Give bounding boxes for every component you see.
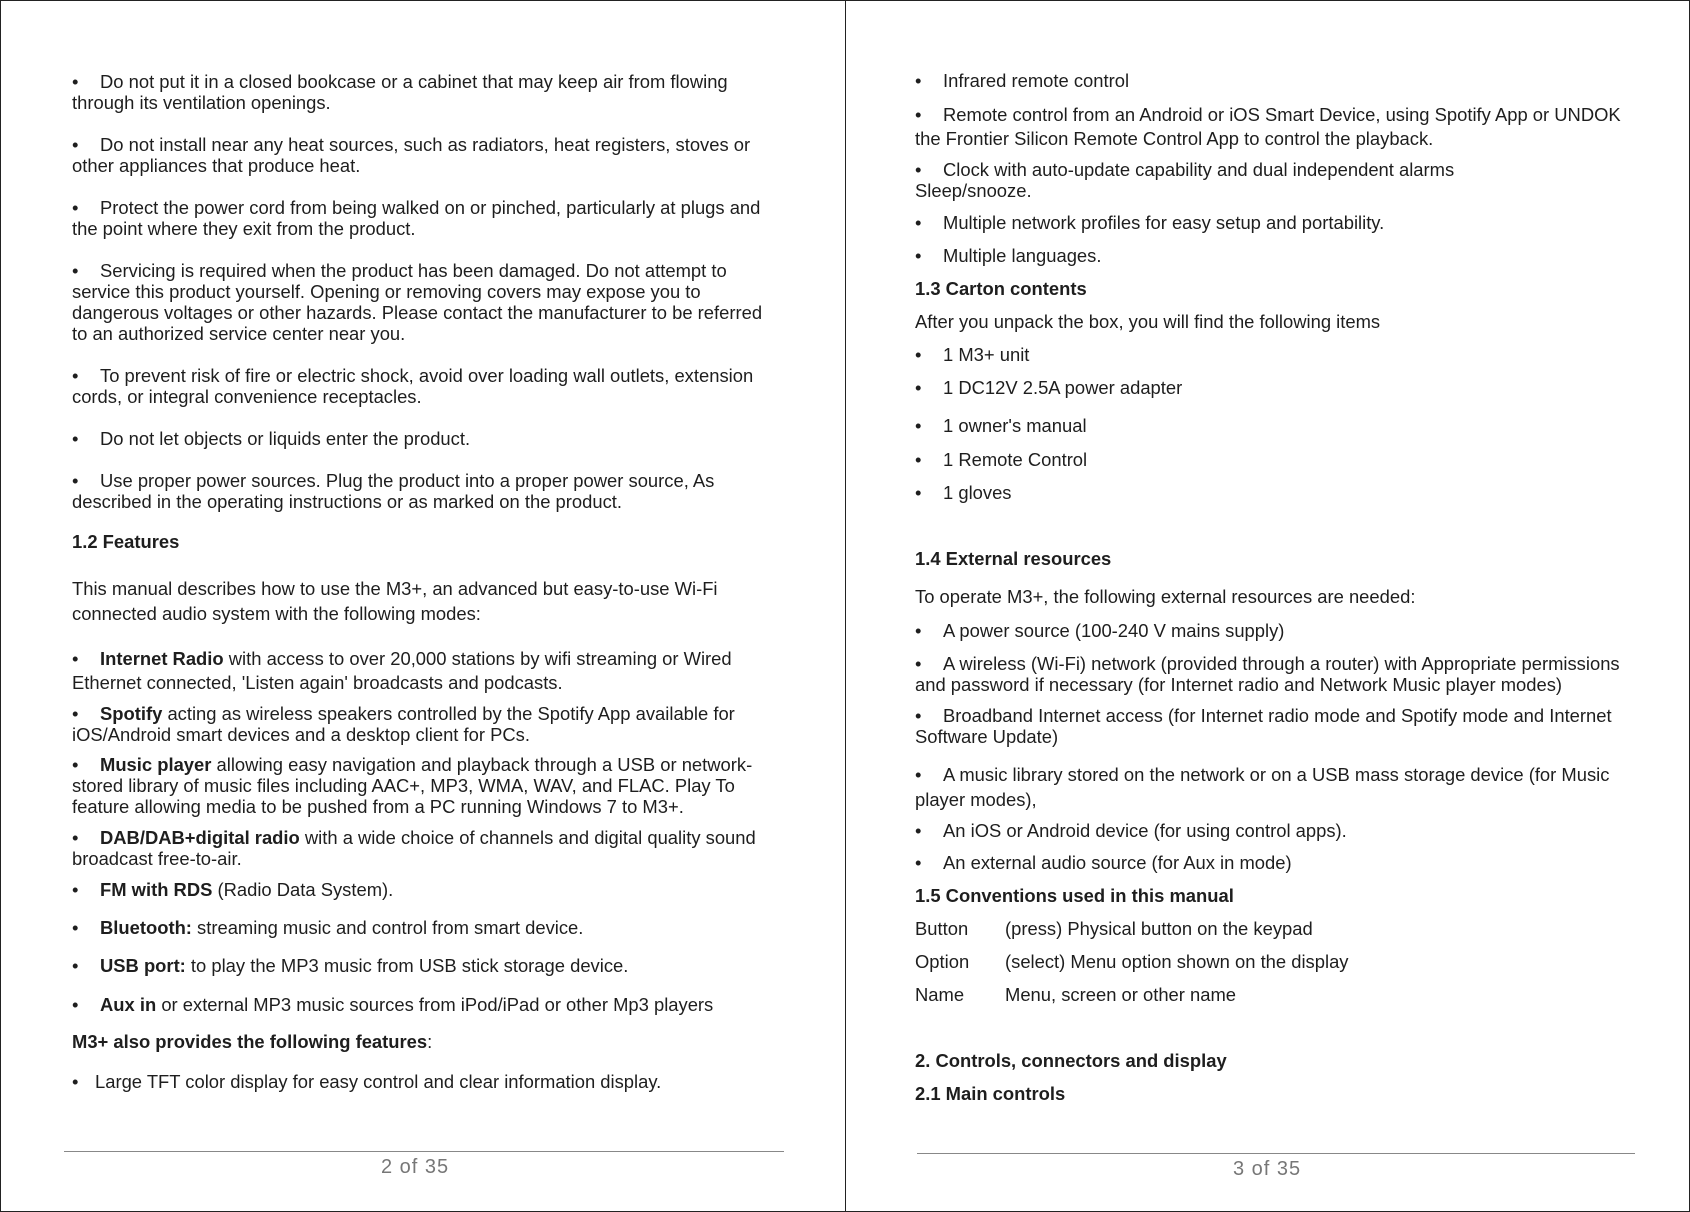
carton-item: • 1 owner's manual	[915, 415, 1087, 436]
section-2-1-heading: 2.1 Main controls	[915, 1083, 1066, 1104]
left-page-content	[72, 71, 782, 1092]
page-number: 2 of 35	[381, 1156, 450, 1178]
mode-item: • Bluetooth: streaming music and control from smart device.	[72, 917, 584, 938]
conventions-heading: 1.5 Conventions used in this manual	[915, 885, 1234, 906]
external-item: • An external audio source (for Aux in mode)	[915, 852, 1292, 873]
features-intro: This manual describes how to use the M3+, an advanced but easy-to-use Wi-Fi connected audio system with the following modes:	[72, 578, 718, 624]
safety-item: • Do not install near any heat sources, such as radiators, heat registers, stoves or other appliances that produce heat.	[72, 134, 751, 176]
page-left	[1, 1, 845, 1211]
external-item: • A power source (100-240 V mains supply)	[915, 620, 1285, 641]
convention-row: Option (select) Menu option shown on the display	[915, 951, 1349, 972]
safety-item: • Do not put it in a closed bookcase or a cabinet that may keep air from flowing through its ventilation openings.	[72, 71, 728, 113]
external-resources-heading: 1.4 External resources	[915, 548, 1112, 569]
mode-item: • DAB/DAB+digital radio with a wide choice of channels and digital quality sound broadcast free-to-air.	[72, 827, 756, 869]
convention-row: Button (press) Physical button on the keypad	[915, 918, 1313, 939]
feature-item: • Infrared remote control	[915, 70, 1130, 91]
carton-item: • 1 DC12V 2.5A power adapter	[915, 377, 1183, 398]
convention-row: Name Menu, screen or other name	[915, 984, 1237, 1005]
external-item: • A wireless (Wi-Fi) network (provided through a router) with Appropriate permissions and password if necessary (for Internet radio and Network Music player modes)	[915, 653, 1620, 695]
mode-item: • Internet Radio with access to over 20,000 stations by wifi streaming or Wired Ethernet connected, 'Listen again' broadcasts and podcasts.	[72, 648, 732, 693]
footer-rule	[917, 1153, 1635, 1154]
page-right	[846, 1, 1690, 1211]
safety-item: • To prevent risk of fire or electric shock, avoid over loading wall outlets, extension cords, or integral convenience receptacles.	[72, 365, 754, 407]
feature-item: • Multiple languages.	[915, 245, 1102, 266]
also-item: • Large TFT color display for easy control and clear information display.	[72, 1071, 662, 1092]
feature-item: • Remote control from an Android or iOS Smart Device, using Spotify App or UNDOK the Frontier Silicon Remote Control App to control the playback.	[915, 104, 1621, 149]
mode-item: • FM with RDS (Radio Data System).	[72, 879, 394, 900]
external-intro: To operate M3+, the following external resources are needed:	[915, 586, 1416, 607]
carton-item: • 1 M3+ unit	[915, 344, 1030, 365]
safety-item: • Do not let objects or liquids enter the product.	[72, 428, 471, 449]
safety-item: • Use proper power sources. Plug the product into a proper power source, As described in the operating instructions or as marked on the product.	[72, 470, 715, 512]
footer-rule	[64, 1151, 784, 1152]
external-item: • A music library stored on the network or on a USB mass storage device (for Music player modes),	[915, 764, 1610, 810]
external-item: • Broadband Internet access (for Internet radio mode and Spotify mode and Internet Software Update)	[915, 705, 1612, 747]
section-2-heading: 2. Controls, connectors and display	[915, 1050, 1227, 1071]
also-provides-heading: M3+ also provides the following features:	[72, 1031, 433, 1052]
safety-item: • Protect the power cord from being walked on or pinched, particularly at plugs and the point where they exit from the product.	[72, 197, 761, 239]
mode-item: • Music player allowing easy navigation and playback through a USB or network-stored library of music files including AAC+, MP3, WMA, WAV, and FLAC. Play To feature allowing media to be pushed from a PC running Windows 7 to M3+.	[72, 754, 753, 817]
safety-item: • Servicing is required when the product has been damaged. Do not attempt to service this product yourself. Opening or removing covers may expose you to dangerous voltages or other hazards. Please contact the manufacturer to be referred to an authorized service center near you.	[72, 260, 763, 344]
feature-item: • Multiple network profiles for easy setup and portability.	[915, 212, 1385, 233]
feature-item: • Clock with auto-update capability and dual independent alarms Sleep/snooze.	[915, 159, 1455, 201]
features-heading: 1.2 Features	[72, 531, 180, 552]
carton-item: • 1 gloves	[915, 482, 1012, 503]
right-page-content	[915, 70, 1621, 1104]
mode-item: • Spotify acting as wireless speakers controlled by the Spotify App available for iOS/Android smart devices and a desktop client for PCs.	[72, 703, 735, 745]
mode-item: • Aux in or external MP3 music sources from iPod/iPad or other Mp3 players	[72, 994, 714, 1015]
carton-contents-heading: 1.3 Carton contents	[915, 278, 1087, 299]
external-item: • An iOS or Android device (for using control apps).	[915, 820, 1347, 841]
mode-item: • USB port: to play the MP3 music from USB stick storage device.	[72, 955, 629, 976]
page-number: 3 of 35	[1233, 1158, 1302, 1180]
carton-item: • 1 Remote Control	[915, 449, 1088, 470]
carton-intro: After you unpack the box, you will find the following items	[915, 311, 1381, 332]
